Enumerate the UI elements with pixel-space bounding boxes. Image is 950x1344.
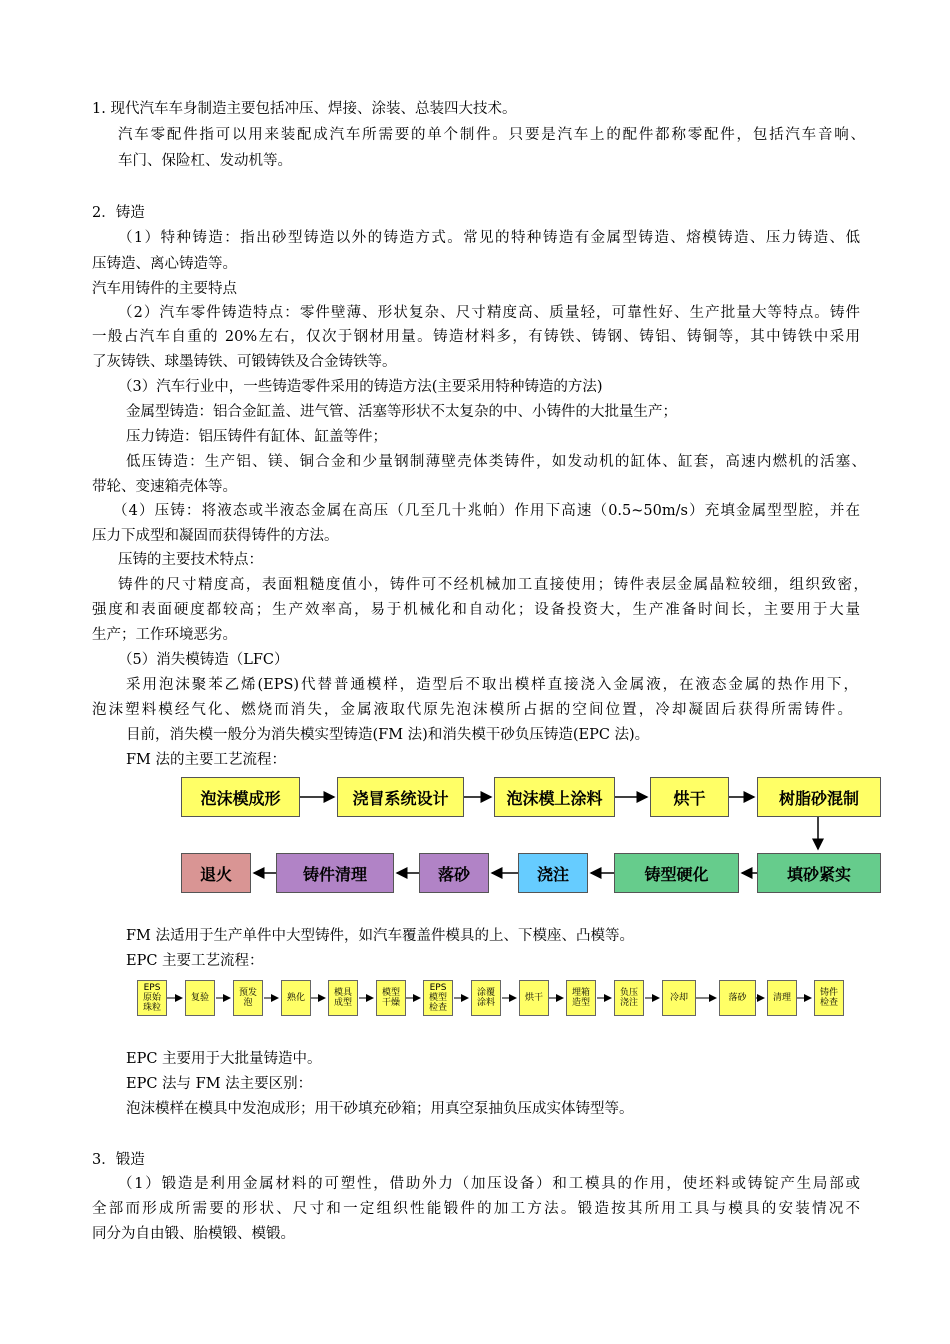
paragraph: 带轮、变速箱壳体等。 [92,479,237,495]
fm-step-gating-design: 浇冒系统设计 [337,777,464,817]
paragraph: 同分为自由锻、胎模锻、模锻。 [92,1226,295,1242]
epc-step: 埋箱 造型 [566,980,596,1016]
epc-step: 铸件 检查 [814,980,844,1016]
fm-step-resin-sand-mixing: 树脂砂混制 [757,777,881,817]
fm-step-shakeout: 落砂 [419,853,489,893]
fm-step-foam-forming: 泡沫模成形 [181,777,300,817]
paragraph: 金属型铸造：铝合金缸盖、进气管、活塞等形状不太复杂的中、小铸件的大批量生产； [126,404,677,420]
section-2-heading: 2．铸造 [92,205,145,221]
fm-step-coating: 泡沫模上涂料 [494,777,615,817]
paragraph: 铸件的尺寸精度高，表面粗糙度值小，铸件可不经机械加工直接使用；铸件表层金属晶粒较细，组织致密， [118,577,868,593]
epc-step: 清理 [767,980,797,1016]
fm-step-drying: 烘干 [650,777,729,817]
paragraph: 低压铸造：生产铝、镁、铜合金和少量钢制薄壁壳体类铸件，如发动机的缸体、缸套，高速内燃机的活塞、 [126,454,866,470]
epc-step: 涂覆 涂料 [471,980,501,1016]
subheading: 压铸的主要技术特点： [118,552,263,568]
paragraph: （1）锻造是利用金属材料的可塑性，借助外力（加压设备）和工模具的作用，使坯料或铸锭产生局部或 [118,1176,860,1192]
section-1-heading: 1. 现代汽车车身制造主要包括冲压、焊接、涂装、总装四大技术。 [92,101,517,117]
paragraph: 压力铸造：铝压铸件有缸体、缸盖等件； [126,429,387,445]
epc-step: 模具 成型 [328,980,358,1016]
paragraph: 强度和表面硬度都较高；生产效率高，易于机械化和自动化；设备投资大，生产准备时间长，主要用于大量 [92,602,860,618]
paragraph: 全部而形成所需要的形状、尺寸和一定组织性能锻件的加工方法。锻造按其所用工具与模具的安装情况不 [92,1201,860,1217]
paragraph: 压铸造、离心铸造等。 [92,256,237,272]
epc-step: 复验 [185,980,215,1016]
subheading: EPC 法与 FM 法主要区别： [126,1076,313,1092]
epc-step: EPS 原始 珠粒 [137,980,167,1016]
paragraph: 采用泡沫聚苯乙烯(EPS)代替普通模样，造型后不取出模样直接浇入金属液，在液态金属的热作用下， [126,677,858,693]
epc-step: 负压 浇注 [614,980,644,1016]
fm-step-casting-cleaning: 铸件清理 [276,853,394,893]
epc-step: 熟化 [281,980,311,1016]
paragraph: 泡沫模样在模具中发泡成形；用干砂填充砂箱；用真空泵抽负压成实体铸型等。 [126,1101,634,1117]
paragraph: FM 法适用于生产单件中大型铸件，如汽车覆盖件模具的上、下模座、凸模等。 [126,928,635,944]
paragraph: （4）压铸：将液态或半液态金属在高压（几至几十兆帕）作用下高速（0.5~50m/s）充填金属型型腔，并在 [113,503,860,519]
paragraph: 目前，消失模一般分为消失模实型铸造(FM 法)和消失模干砂负压铸造(EPC 法)。 [126,727,650,743]
paragraph: （1）特种铸造：指出砂型铸造以外的铸造方式。常见的特种铸造有金属型铸造、熔模铸造、压力铸造、低 [118,230,860,246]
fm-step-mold-hardening: 铸型硬化 [614,853,739,893]
paragraph: 生产；工作环境恶劣。 [92,627,237,643]
fm-step-sand-filling: 填砂紧实 [757,853,881,893]
epc-step: 烘干 [519,980,549,1016]
epc-step: 落砂 [719,980,756,1016]
epc-step: 冷却 [662,980,696,1016]
subheading: EPC 主要工艺流程： [126,953,264,969]
subheading: FM 法的主要工艺流程： [126,752,287,768]
paragraph: （2）汽车零件铸造特点：零件壁薄、形状复杂、尺寸精度高、质量轻，可靠性好、生产批量大等特点。铸件 [118,305,860,321]
paragraph: EPC 主要用于大批量铸造中。 [126,1051,322,1067]
epc-step: EPS 模型 检查 [423,980,453,1016]
epc-step: 预发 泡 [233,980,263,1016]
paragraph: 泡沫塑料模经气化、燃烧而消失，金属液取代原先泡沫模所占据的空间位置，冷却凝固后获得所需铸件。 [92,702,852,718]
fm-step-pouring: 浇注 [518,853,588,893]
subheading: 汽车用铸件的主要特点 [92,281,237,297]
paragraph: 车门、保险杠、发动机等。 [118,153,292,169]
fm-step-annealing: 退火 [181,853,251,893]
paragraph: 汽车零配件指可以用来装配成汽车所需要的单个制件。只要是汽车上的配件都称零配件，包括汽车音响、 [118,127,865,143]
subheading: （5）消失模铸造（LFC） [118,652,289,668]
paragraph: （3）汽车行业中，一些铸造零件采用的铸造方法(主要采用特种铸造的方法) [118,379,603,395]
section-3-heading: 3．锻造 [92,1152,145,1168]
paragraph: 了灰铸铁、球墨铸铁、可锻铸铁及合金铸铁等。 [92,354,397,370]
epc-step: 模型 干燥 [376,980,406,1016]
paragraph: 一般占汽车自重的 20%左右，仅次于钢材用量。铸造材料多，有铸铁、铸钢、铸铝、铸铜等，其中铸铁中采用 [92,329,860,345]
paragraph: 压力下成型和凝固而获得铸件的方法。 [92,528,339,544]
